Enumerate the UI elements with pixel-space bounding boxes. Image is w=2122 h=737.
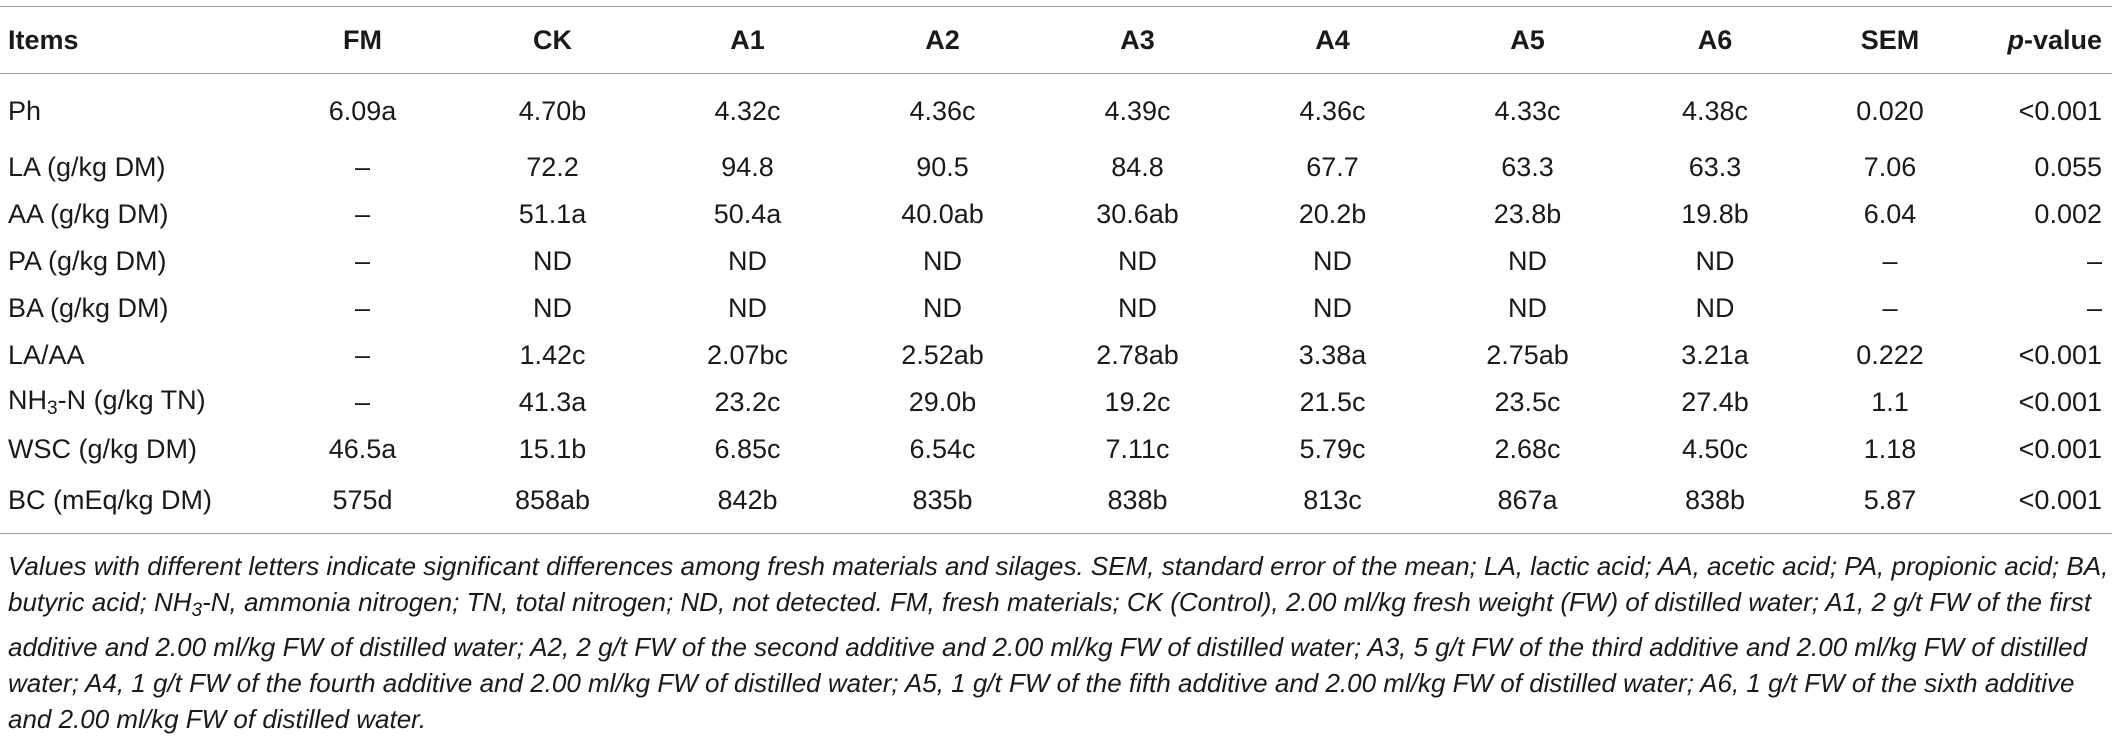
cell-a1: 6.85c xyxy=(714,434,781,464)
row-item-label: WSC (g/kg DM) xyxy=(8,434,197,464)
cell-fm: – xyxy=(354,199,371,229)
row-item-label: LA (g/kg DM) xyxy=(8,152,166,182)
cell-a4: 5.79c xyxy=(1299,434,1366,464)
results-table xyxy=(0,6,2112,534)
table-row xyxy=(0,238,2112,285)
table-row xyxy=(0,332,2112,379)
cell-a5: ND xyxy=(1508,246,1547,276)
cell-ck: ND xyxy=(533,246,572,276)
cell-a5: 63.3 xyxy=(1501,152,1554,182)
cell-ck: 858ab xyxy=(455,473,650,534)
cell-a5: 23.5c xyxy=(1494,387,1561,417)
cell-a1: ND xyxy=(728,293,767,323)
cell-a5: 2.68c xyxy=(1494,434,1561,464)
header-p-suffix: -value xyxy=(2023,24,2102,55)
footnote-part2: -N, ammonia nitrogen; TN, total nitrogen; ND, not detected. FM, fresh materials; CK (Control), 2.00 ml/kg fresh weight (FW) of distilled water; A1, 2 g/t FW of the first additive and 2.00 ml/kg FW of distilled water; A2, 2 g/t FW of the second additive and 2.00 ml/kg FW of distilled water; A3, 5 g/t FW of the third additive and 2.00 ml/kg FW of distilled water; A4, 1 g/t FW of the fourth additive and 2.00 ml/kg FW of distilled water; A5, 1 g/t FW of the fifth additive and 2.00 ml/kg FW of distilled water; A6, 1 g/t FW of the sixth additive and 2.00 ml/kg FW of distilled water. xyxy=(8,587,2092,734)
cell-a5: 23.8b xyxy=(1493,199,1562,229)
cell-p: <0.001 xyxy=(1975,473,2112,534)
cell-a2: 4.36c xyxy=(909,95,976,126)
cell-a4: ND xyxy=(1313,293,1352,323)
cell-a1: 4.32c xyxy=(714,95,781,126)
table-row xyxy=(0,191,2112,238)
cell-a3: 4.39c xyxy=(1104,95,1171,126)
cell-a3: 30.6ab xyxy=(1096,199,1179,229)
cell-a6: ND xyxy=(1695,293,1735,323)
cell-a2: ND xyxy=(923,246,962,276)
cell-sem: 0.222 xyxy=(1856,340,1924,370)
cell-a5: ND xyxy=(1508,293,1547,323)
cell-sem: 5.87 xyxy=(1805,473,1975,534)
cell-sem: – xyxy=(1882,293,1898,323)
cell-sem: 7.06 xyxy=(1863,152,1917,182)
cell-a6: 4.50c xyxy=(1681,434,1749,464)
row-item-subscript: 3 xyxy=(47,398,58,419)
row-item-label: AA (g/kg DM) xyxy=(8,199,169,229)
header-fm: FM xyxy=(270,7,455,74)
cell-a6: 19.8b xyxy=(1681,199,1749,229)
row-item-label: BC (mEq/kg DM) xyxy=(0,473,270,534)
cell-p: 0.055 xyxy=(2034,152,2102,182)
cell-a3: ND xyxy=(1118,246,1157,276)
cell-a3: ND xyxy=(1118,293,1157,323)
cell-a6: 838b xyxy=(1625,473,1805,534)
table-row xyxy=(0,144,2112,191)
cell-p: <0.001 xyxy=(2018,95,2102,126)
cell-a1: ND xyxy=(728,246,767,276)
header-p-value xyxy=(1975,7,2112,74)
cell-ck: 1.42c xyxy=(519,340,586,370)
cell-a3: 19.2c xyxy=(1104,387,1171,417)
cell-fm: 6.09a xyxy=(328,95,397,126)
cell-p: – xyxy=(2086,293,2102,323)
cell-fm: – xyxy=(354,340,371,370)
cell-ck: 72.2 xyxy=(526,152,579,182)
header-items: Items xyxy=(0,7,270,74)
header-row xyxy=(0,7,2112,74)
cell-fm: – xyxy=(354,293,371,323)
cell-p: 0.002 xyxy=(2034,199,2102,229)
cell-a6: ND xyxy=(1695,246,1735,276)
header-p-letter: p xyxy=(2007,24,2024,55)
cell-p: <0.001 xyxy=(2018,434,2102,464)
cell-a4: 67.7 xyxy=(1306,152,1359,182)
cell-fm: – xyxy=(354,246,371,276)
cell-a4: ND xyxy=(1313,246,1352,276)
row-item-label: BA (g/kg DM) xyxy=(8,293,169,323)
cell-a3: 2.78ab xyxy=(1096,340,1179,370)
cell-a3: 838b xyxy=(1040,473,1235,534)
cell-sem: 0.020 xyxy=(1856,95,1924,126)
header-a5: A5 xyxy=(1430,7,1625,74)
cell-a1: 2.07bc xyxy=(706,340,789,370)
table-row xyxy=(0,473,2112,534)
cell-ck: 4.70b xyxy=(518,95,587,126)
cell-a1: 50.4a xyxy=(713,199,782,229)
row-item-label: Ph xyxy=(8,95,42,126)
cell-a6: 4.38c xyxy=(1681,95,1749,126)
cell-sem: 1.1 xyxy=(1871,387,1909,417)
row-item-label: PA (g/kg DM) xyxy=(8,246,167,276)
header-a4: A4 xyxy=(1235,7,1430,74)
cell-fm: – xyxy=(354,152,371,182)
cell-a4: 4.36c xyxy=(1299,95,1366,126)
footnote-part1: Values with different letters indicate significant differences among fresh materials and silages. SEM, standard error of the mean; LA, lactic acid; AA, acetic acid; PA, propionic acid; BA, butyric acid; NH xyxy=(8,551,2109,617)
cell-p: – xyxy=(2086,246,2102,276)
cell-ck: ND xyxy=(533,293,572,323)
footnote-subscript: 3 xyxy=(191,600,203,621)
header-ck: CK xyxy=(455,7,650,74)
cell-a4: 3.38a xyxy=(1298,340,1367,370)
cell-a2: 29.0b xyxy=(908,387,977,417)
table-footnote xyxy=(8,548,2112,737)
header-a6: A6 xyxy=(1625,7,1805,74)
cell-a2: 835b xyxy=(845,473,1040,534)
cell-p: <0.001 xyxy=(2018,387,2102,417)
table-row xyxy=(0,426,2112,473)
cell-fm: – xyxy=(354,387,371,417)
cell-a4: 20.2b xyxy=(1298,199,1367,229)
cell-ck: 41.3a xyxy=(518,387,587,417)
cell-a6: 63.3 xyxy=(1688,152,1742,182)
cell-a1: 842b xyxy=(650,473,845,534)
cell-a2: ND xyxy=(923,293,962,323)
header-a2: A2 xyxy=(845,7,1040,74)
table-row xyxy=(0,285,2112,332)
cell-sem: – xyxy=(1882,246,1898,276)
cell-sem: 6.04 xyxy=(1863,199,1917,229)
cell-a1: 23.2c xyxy=(714,387,781,417)
cell-a4: 21.5c xyxy=(1299,387,1366,417)
cell-a5: 4.33c xyxy=(1494,95,1561,126)
cell-a2: 2.52ab xyxy=(901,340,984,370)
cell-a6: 3.21a xyxy=(1681,340,1749,370)
row-item-label: LA/AA xyxy=(8,340,85,370)
cell-ck: 15.1b xyxy=(518,434,587,464)
table-row xyxy=(0,379,2112,426)
cell-a3: 84.8 xyxy=(1111,152,1164,182)
header-sem: SEM xyxy=(1805,7,1975,74)
cell-a1: 94.8 xyxy=(721,152,774,182)
table-body xyxy=(0,74,2112,534)
cell-ck: 51.1a xyxy=(518,199,587,229)
cell-fm: 46.5a xyxy=(328,434,397,464)
header-a1: A1 xyxy=(650,7,845,74)
table-row xyxy=(0,74,2112,145)
row-item-suffix: -N (g/kg TN) xyxy=(57,385,206,415)
cell-a5: 2.75ab xyxy=(1486,340,1569,370)
cell-a3: 7.11c xyxy=(1105,434,1170,464)
cell-p: <0.001 xyxy=(2018,340,2102,370)
cell-a2: 6.54c xyxy=(909,434,976,464)
header-a3: A3 xyxy=(1040,7,1235,74)
cell-a2: 90.5 xyxy=(916,152,969,182)
cell-a6: 27.4b xyxy=(1681,387,1749,417)
cell-fm: 575d xyxy=(270,473,455,534)
cell-a5: 867a xyxy=(1430,473,1625,534)
cell-a4: 813c xyxy=(1235,473,1430,534)
cell-sem: 1.18 xyxy=(1863,434,1917,464)
cell-a2: 40.0ab xyxy=(901,199,984,229)
row-item-label xyxy=(0,379,270,426)
row-item-prefix: NH xyxy=(8,385,47,415)
